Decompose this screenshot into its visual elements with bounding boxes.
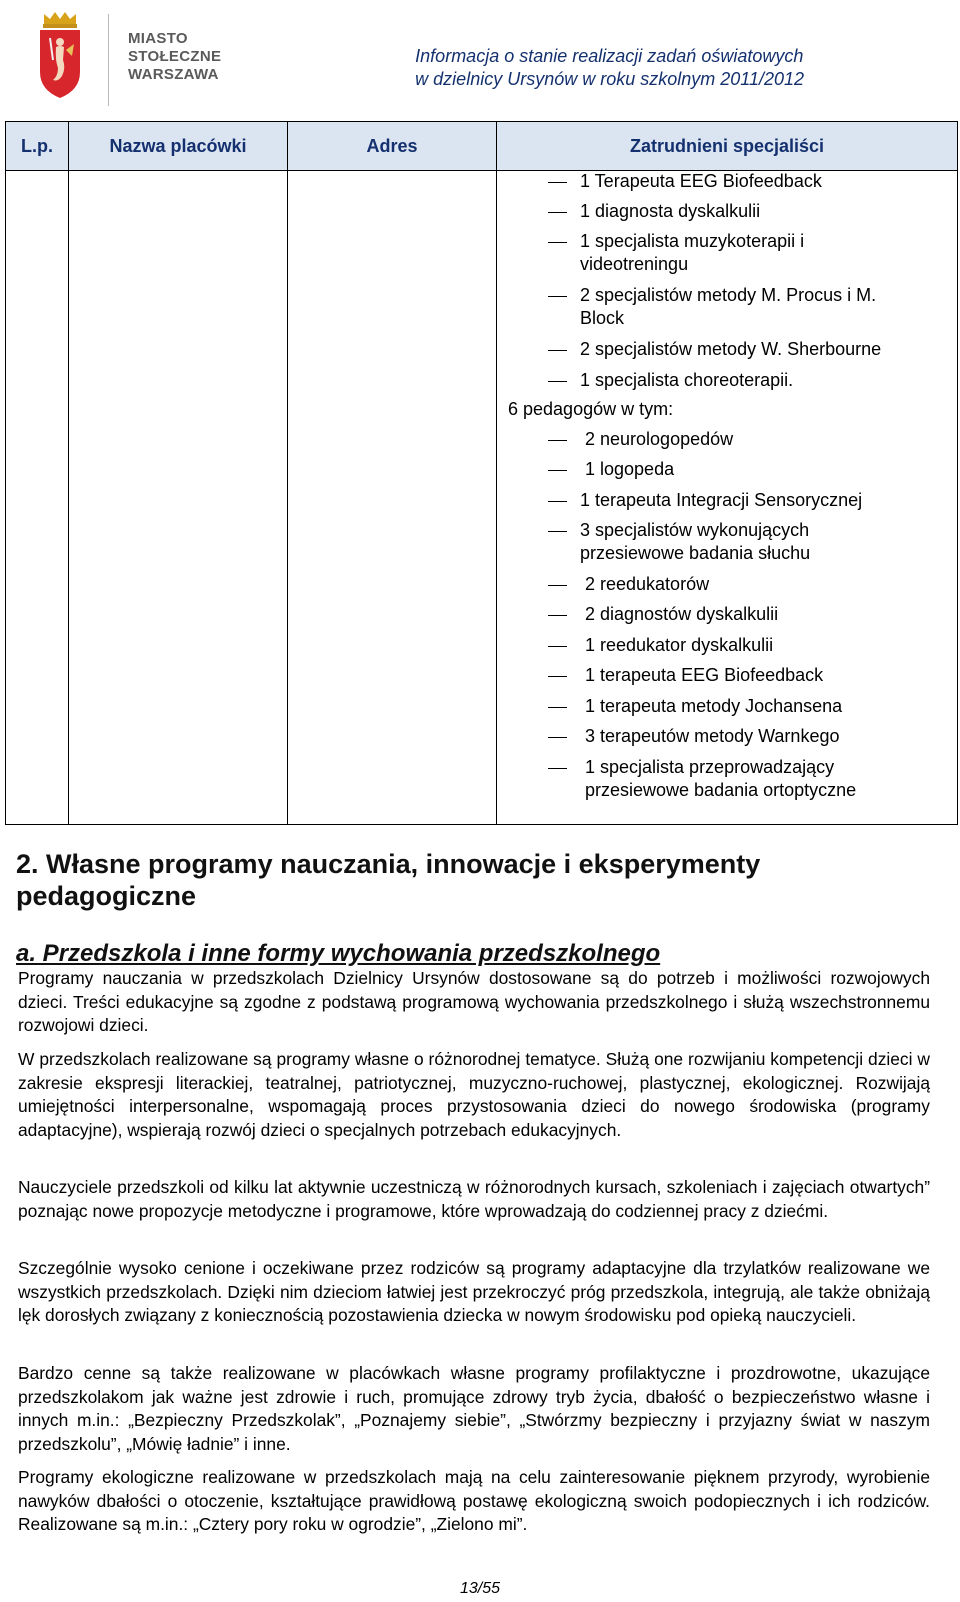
list-dash [548, 676, 567, 677]
column-header-specialists: Zatrudnieni specjaliści [629, 136, 825, 156]
column-divider [68, 122, 69, 824]
list-dash [548, 212, 567, 213]
list-item: 3 terapeutów metody Warnkego [585, 726, 840, 746]
list-item-continuation: przesiewowe badania ortoptyczne [585, 780, 857, 800]
subsection-heading: a. Przedszkola i inne formy wychowania przedszkolnego [16, 940, 661, 967]
column-header-address: Adres [366, 136, 418, 156]
paragraph: Nauczyciele przedszkoli od kilku lat aktywnie uczestniczą w różnorodnych kursach, szkoleniach i zajęciach otwartych” poznając nowe propozycje metodyczne i programowe, które wprowadzają do codziennej pracy z dziećmi. [18, 1177, 930, 1221]
list-item-continuation: Block [580, 308, 625, 328]
list-dash [548, 707, 567, 708]
list-dash [548, 768, 567, 769]
column-header-lp: L.p. [21, 136, 53, 156]
logo-wordmark [128, 30, 221, 84]
list-item: 1 reedukator dyskalkulii [585, 635, 774, 655]
logo-line: STOŁECZNE [128, 48, 222, 65]
list-item: 1 terapeuta Integracji Sensorycznej [580, 490, 863, 510]
specialists-table [5, 121, 958, 825]
section-heading-line: 2. Własne programy nauczania, innowacje i eksperymenty [16, 849, 761, 879]
paragraph: Programy ekologiczne realizowane w przedszkolach mają na celu zainteresowanie pięknem przyrody, wyrobienie nawyków dbałości o otoczenie, kształtujące prawidłową postawę ekologiczną swoich podopiecznych i ich rodziców. Realizowane są m.in.: „Cztery pory roku w ogrodzie”, „Zielono mi”. [18, 1467, 930, 1535]
table-header-row [6, 122, 957, 171]
list-item: 1 terapeuta EEG Biofeedback [585, 665, 824, 685]
column-divider [496, 122, 497, 824]
list-item: 1 logopeda [585, 459, 675, 479]
column-header-name: Nazwa placówki [109, 136, 247, 156]
paragraph: Szczególnie wysoko cenione i oczekiwane przez rodziców są programy adaptacyjne dla trzylatków realizowane we wszystkich przedszkolach. Dzięki nim dzieciom łatwiej jest przekroczyć próg przedszkola, integrują, ale także obniżają lęk dorosłych związany z koniecznością pozostawienia dziecka w nowym środowisku pod opieką nauczycieli. [18, 1258, 930, 1326]
list-item-continuation: przesiewowe badania słuchu [580, 543, 811, 563]
section-heading-line: pedagogiczne [16, 881, 197, 911]
paragraph: Programy nauczania w przedszkolach Dzielnicy Ursynów dostosowane są do potrzeb i możliwości rozwojowych dzieci. Treści edukacyjne są zgodne z podstawą programową wychowania przedszkolnego i służą wszechstronnemu rozwojowi dzieci. [18, 968, 930, 1036]
logo-line: WARSZAWA [128, 66, 219, 83]
list-dash [548, 470, 567, 471]
paragraph: Bardzo cenne są także realizowane w placówkach własne programy profilaktyczne i prozdrowotne, ukazujące przedszkolakom jak ważne jest zdrowie i ruch, promujące zdrowy tryb życia, dbałość o bezpieczeństwo własne i innych m.in.: „Bezpieczny Przedszkolak”, „Poznajemy siebie”, „Stwórzmy bezpieczny i przyjazny świat w naszym przedszkolu”, „Mówię ładnie” i inne. [18, 1363, 930, 1454]
list-item: 1 terapeuta metody Jochansena [585, 696, 843, 716]
list-item: 3 specjalistów wykonujących [580, 520, 810, 540]
list-dash [548, 381, 567, 382]
list-dash [548, 737, 567, 738]
logo-line: MIASTO [128, 30, 188, 47]
paragraph: W przedszkolach realizowane są programy własne o różnorodnej tematyce. Służą one rozwijaniu kompetencji dzieci w zakresie ekspresji literackiej, teatralnej, patriotycznej, muzyczno-ruchowej, plastycznej, ekologicznej. Rozwijają umiejętności interpersonalne, wspomagają proces przystosowania dzieci do nowego środowiska (programy adaptacyjne), wspierają rozwój dzieci o specjalnych potrzebach edukacyjnych. [18, 1049, 930, 1140]
list-dash [548, 615, 567, 616]
warsaw-coat-of-arms-logo [36, 10, 84, 100]
column-divider [287, 122, 288, 824]
report-title-line: w dzielnicy Ursynów w roku szkolnym 2011/2012 [415, 69, 804, 89]
list-item: 2 specjalistów metody W. Sherbourne [580, 339, 882, 359]
list-item: 2 diagnostów dyskalkulii [585, 604, 779, 624]
list-dash [548, 182, 567, 183]
report-title [415, 45, 804, 91]
section-heading [16, 848, 946, 912]
list-dash [548, 296, 567, 297]
list-item: 2 reedukatorów [585, 574, 710, 594]
list-item: 1 specjalista przeprowadzający [585, 757, 835, 777]
logo-divider [108, 14, 109, 106]
list-dash [548, 501, 567, 502]
page-number: 13/55 [459, 1580, 501, 1597]
list-dash [548, 350, 567, 351]
list-item: 1 specjalista muzykoterapii i [580, 231, 805, 251]
report-title-line: Informacja o stanie realizacji zadań oświatowych [415, 46, 804, 66]
pedagogues-header: 6 pedagogów w tym: [508, 399, 674, 419]
list-dash [548, 531, 567, 532]
list-item-continuation: videotreningu [580, 254, 689, 274]
list-item: 1 specjalista choreoterapii. [580, 370, 794, 390]
list-item: 2 specjalistów metody M. Procus i M. [580, 285, 877, 305]
page-header [0, 0, 960, 115]
list-item: 1 diagnosta dyskalkulii [580, 201, 761, 221]
list-item: 1 Terapeuta EEG Biofeedback [580, 171, 822, 191]
list-item: 2 neurologopedów [585, 429, 734, 449]
list-dash [548, 646, 567, 647]
list-dash [548, 440, 567, 441]
list-dash [548, 585, 567, 586]
list-dash [548, 242, 567, 243]
